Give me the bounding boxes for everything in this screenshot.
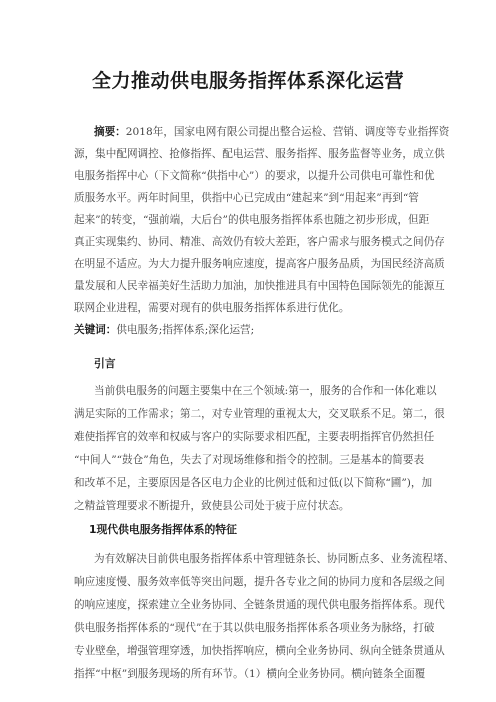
intro-line: 和改革不足，主要原因是各区电力企业的比例过低和过低(以下简称“圃”)，加	[74, 477, 433, 489]
intro-line: 当前供电服务的问题主要集中在三个领域:第一，服务的合作和一体化难以	[94, 385, 437, 397]
abstract-text: 2018年，国家电网有限公司提出整合运检、营销、调度等专业指挥资	[125, 126, 450, 138]
document-title: 全力推动供电服务指挥体系深化运营	[91, 70, 404, 92]
section-line: 响应速度慢、服务效率低等突出问题，提升各专业之间的协同力度和各层级之间	[74, 576, 445, 588]
section-heading: 1现代供电服务指挥体系的特征	[89, 523, 237, 536]
abstract-line: 在明显不适应。为大力提升服务响应速度，提高客户服务品质，为国民经济高质	[74, 258, 445, 270]
abstract-line: 起来”的转变，“强前端，大后台”的供电服务指挥体系也随之初步形成，但距	[74, 214, 430, 226]
section-line: 供电服务指挥体系的“现代”在于其以供电服务指挥体系各项业务为脉络，打破	[74, 622, 435, 634]
abstract-label: 摘要：	[94, 126, 126, 138]
keywords-text: 供电服务;指挥体系;深化运营;	[116, 324, 255, 336]
abstract-line	[94, 126, 449, 139]
section-line: 的响应速度，探索建立全业务协同、全链条贯通的现代供电服务指挥体系。现代	[74, 599, 445, 611]
intro-line: 难使指挥官的效率和权威与客户的实际要求相匹配，主要表明指挥官仍然担任	[74, 431, 435, 443]
section-line: 为有效解决目前供电服务指挥体系中管理链条长、协同断点多、业务流程堵、	[94, 553, 455, 565]
abstract-line: 源，集中配网调控、抢修指挥、配电运营、服务指挥、服务监督等业务，成立供	[74, 148, 445, 160]
intro-line: “中间人”“鼓仓”角色，失去了对现场维修和指令的控制。三是基本的简要表	[74, 454, 425, 466]
section-line: 专业壁垒，增强管理穿透，加快指挥响应，横向全业务协同、纵向全链条贯通从	[74, 645, 445, 657]
intro-line: 满足实际的工作需求；第二，对专业管理的重视太大，交叉联系不足。第二，很	[74, 408, 445, 420]
section-line: 指挥“中枢”到服务现场的所有环节。（1）横向全业务协同。横向链条全面覆	[74, 668, 426, 680]
intro-line: 之精益管理要求不断提升，致使县公司处于疲于应付状态。	[74, 500, 350, 512]
abstract-line: 真正实现集约、协同、精准、高效仍有较大差距，客户需求与服务模式之间仍存	[74, 236, 445, 248]
keywords-label: 关键词：	[74, 324, 117, 336]
abstract-line: 质服务水平。两年时间里，供指中心已完成由“建起来”到“用起来”再到“管	[74, 192, 419, 204]
keywords-line	[74, 324, 254, 337]
abstract-line: 联网企业进程，需要对现有的供电服务指挥体系进行优化。	[74, 302, 350, 314]
abstract-line: 电服务指挥中心（下文简称“供指中心”）的要求，以提升公司供电可靠性和优	[74, 170, 435, 182]
intro-heading: 引言	[94, 357, 116, 370]
abstract-line: 量发展和人民幸福美好生活助力加油，加快推进具有中国特色国际领先的能源互	[74, 280, 445, 292]
